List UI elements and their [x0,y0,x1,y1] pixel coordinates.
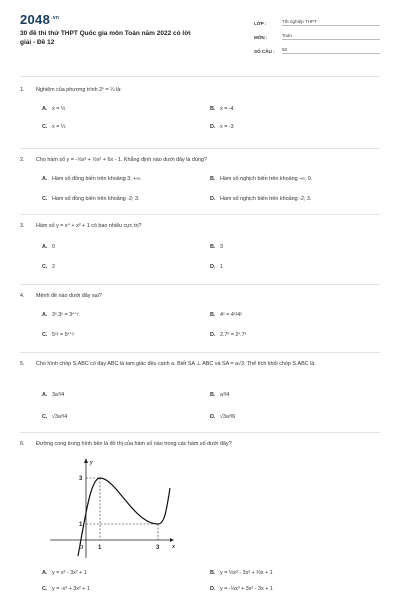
option-c[interactable] [42,586,90,592]
option-label: B. [210,312,216,318]
option-value: √3a³/4 [52,414,68,420]
question-2 [20,156,382,202]
option-label: C. [42,196,48,202]
exam-title: 30 đề thi thử THPT Quốc gia môn Toán năm 2022 có lời giải - Đề 12 [20,30,191,46]
option-value: Hàm số nghịch biến trên khoảng -∞; 0. [220,176,313,182]
logo-suffix: .vn [51,14,60,21]
option-label: A. [42,106,48,112]
tick-x3: 3 [156,545,160,551]
option-label: D. [210,196,216,202]
option-b[interactable] [210,244,223,250]
option-c[interactable] [42,332,74,338]
option-label: A. [42,244,48,250]
question-number: 4. [20,293,25,299]
question-text: Hàm số y = x⁴ + x² + 1 có bao nhiêu cực trị? [36,223,142,229]
option-label: A. [42,312,48,318]
option-value: x = ½ [52,106,66,112]
option-value: 3 [220,244,223,250]
question-1 [20,86,382,128]
option-a[interactable] [42,312,80,318]
option-label: D. [210,414,216,420]
option-value: 2 [52,264,55,270]
option-a[interactable] [42,570,87,576]
question-4 [20,292,382,338]
option-label: B. [210,176,216,182]
question-number: 6. [20,441,25,447]
option-a[interactable] [42,106,65,112]
divider [20,432,380,433]
option-value: y = -⅓x³ + 3x² - 3x + 1 [220,586,273,592]
question-text: Cho hình chóp S.ABC có đáy ABC là tam giác đều cạnh a. Biết SA ⊥ ABC và SA = a√3. Thể tích khối chóp S.ABC là: [36,361,316,367]
option-value: 2.7ˣ = 2ˣ.7ˣ [220,332,247,338]
question-text: Đường cong trong hình bên là đồ thị của hàm số nào trong các hàm số dưới đây? [36,441,232,447]
option-d[interactable] [210,124,234,130]
tick-y1: 1 [79,522,83,528]
option-label: C. [42,264,48,270]
option-label: B. [210,106,216,112]
option-value: 3ˣ.3ʸ = 3ˣ⁺ʸ. [52,312,80,318]
divider [20,214,380,215]
option-label: B. [210,570,216,576]
option-label: C. [42,332,48,338]
option-label: B. [210,392,216,398]
option-label: A. [42,392,48,398]
meta-value: Tốt nghiệp THPT [282,19,380,26]
exam-meta [254,12,380,54]
question-text: Nghiệm của phương trình 2ˣ = ¼ là: [36,87,122,93]
option-value: x = ¼ [52,124,66,130]
option-value: 0 [52,244,55,250]
question-3 [20,222,382,270]
option-label: A. [42,570,48,576]
tick-y3: 3 [79,476,83,482]
option-value: a³/4 [220,392,230,398]
option-label: C. [42,124,48,130]
y-axis-arrow [84,458,88,463]
question-text: Mệnh đề nào dưới đây sai? [36,293,102,299]
option-b[interactable] [210,570,273,576]
option-label: A. [42,176,48,182]
divider [20,284,380,285]
question-5 [20,360,382,418]
option-b[interactable] [210,176,312,182]
question-6 [20,440,382,598]
option-label: C. [42,414,48,420]
option-b[interactable] [210,392,229,398]
option-label: D. [210,586,216,592]
option-b[interactable] [210,312,242,318]
option-value: Hàm số đồng biến trên khoảng -2; 3. [52,196,140,202]
meta-label: MÔN : [254,35,268,40]
option-value: y = x³ - 3x² + 1 [52,570,87,576]
option-label: D. [210,332,216,338]
option-label: C. [42,586,48,592]
meta-label: LỚP : [254,21,267,26]
option-value: 1 [220,264,223,270]
option-value: y = -x³ + 3x² + 1 [52,586,90,592]
meta-row-subject [254,26,380,40]
divider [20,76,380,77]
meta-label: SỐ CÂU : [254,49,275,54]
site-logo[interactable] [20,12,59,27]
origin-label: O [79,545,84,551]
question-number: 5. [20,361,25,367]
question-number: 2. [20,157,25,163]
logo-text: 2048 [20,12,51,27]
x-axis-arrow [170,538,174,542]
meta-row-class [254,12,380,26]
option-c[interactable] [42,264,55,270]
x-axis-label: x [172,544,175,550]
y-axis-label: y [90,460,93,466]
option-value: Hàm số đồng biến trên khoảng 3; +∞. [52,176,142,182]
option-value: 4ˣ = 4ˣ/4ʸ [220,312,242,318]
option-value: y = ⅓x³ - 3x² + ⅔x + 1 [220,570,273,576]
option-value: 3a³/4 [52,392,65,398]
option-c[interactable] [42,414,67,420]
option-d[interactable] [210,332,246,338]
option-value: √3a³/6 [220,414,236,420]
option-d[interactable] [210,264,223,270]
question-number: 3. [20,223,25,229]
option-label: D. [210,124,216,130]
option-label: B. [210,244,216,250]
option-d[interactable] [210,196,311,202]
divider [20,148,380,149]
option-value: x = -4 [220,106,234,112]
option-a[interactable] [42,244,55,250]
question-number: 1. [20,87,25,93]
option-a[interactable] [42,392,64,398]
meta-row-count [254,40,380,54]
option-label: D. [210,264,216,270]
option-value: Hàm số nghịch biến trên khoảng -2; 3. [220,196,312,202]
option-c[interactable] [42,196,140,202]
meta-value: 50 [282,47,380,54]
option-value: x = -3 [220,124,234,130]
option-a[interactable] [42,176,142,182]
option-c[interactable] [42,124,65,130]
function-graph [46,452,186,562]
divider [20,352,380,353]
option-d[interactable] [210,586,273,592]
option-b[interactable] [210,106,234,112]
meta-value: Toán [282,33,380,40]
option-d[interactable] [210,414,235,420]
header [20,12,380,72]
tick-x1: 1 [98,545,102,551]
question-text: Cho hàm số y = -⅓x³ + ½x² + 6x - 1. Khẳng định nào dưới đây là đúng? [36,157,207,163]
option-value: 5ˣʸ = 5ˣ⁺ʸ [52,332,74,338]
